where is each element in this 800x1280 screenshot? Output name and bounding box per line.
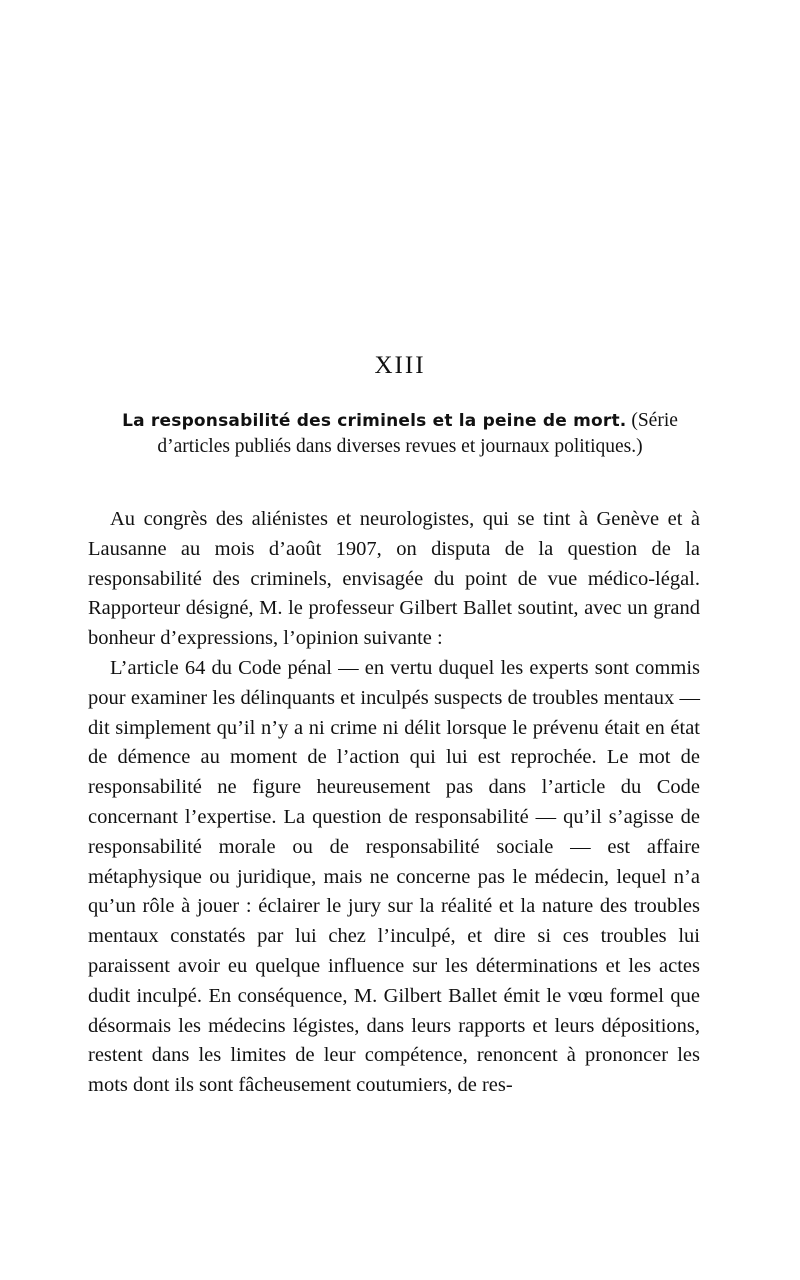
chapter-subtitle: (Série d’articles publiés dans diverses revues et journaux politiques.) (157, 410, 678, 457)
chapter-heading (88, 408, 712, 460)
paragraph-2: L’article 64 du Code pénal — en vertu duquel les experts sont commis pour examiner les délinquants et inculpés suspects de troubles mentaux — dit simplement qu’il n’y a ni crime ni délit lorsque le prévenu était en état de démence au moment de l’action qui lui est reprochée. Le mot de responsabilité ne figure heureusement pas dans l’article du Code concernant l’expertise. La question de responsabilité — qu’il s’agisse de responsabilité morale ou de responsabilité sociale — est affaire métaphysique ou juridique, mais ne concerne pas le médecin, lequel n’a qu’un rôle à jouer : éclairer le jury sur la réalité et la nature des troubles mentaux constatés par lui chez l’inculpé, et dire si ces troubles lui paraissent avoir eu quelque influence sur les déterminations et les actes dudit inculpé. En conséquence, M. Gilbert Ballet émit le vœu formel que désormais les médecins légistes, dans leurs rapports et leurs dépositions, restent dans les limites de leur compétence, renoncent à prononcer les mots dont ils sont fâcheusement coutumiers, de res- (88, 656, 700, 1097)
chapter-number: XIII (374, 352, 426, 379)
chapter-title: La responsabilité des criminels et la peine de mort. (122, 411, 627, 431)
body-text (88, 505, 700, 1101)
paragraph-1: Au congrès des aliénistes et neurologistes, qui se tint à Genève et à Lausanne au mois d’août 1907, on disputa de la question de la responsabilité des criminels, envisagée du point de vue médico-légal. Rapporteur désigné, M. le professeur Gilbert Ballet soutint, avec un grand bonheur d’expressions, l’opinion suivante : (88, 508, 700, 650)
